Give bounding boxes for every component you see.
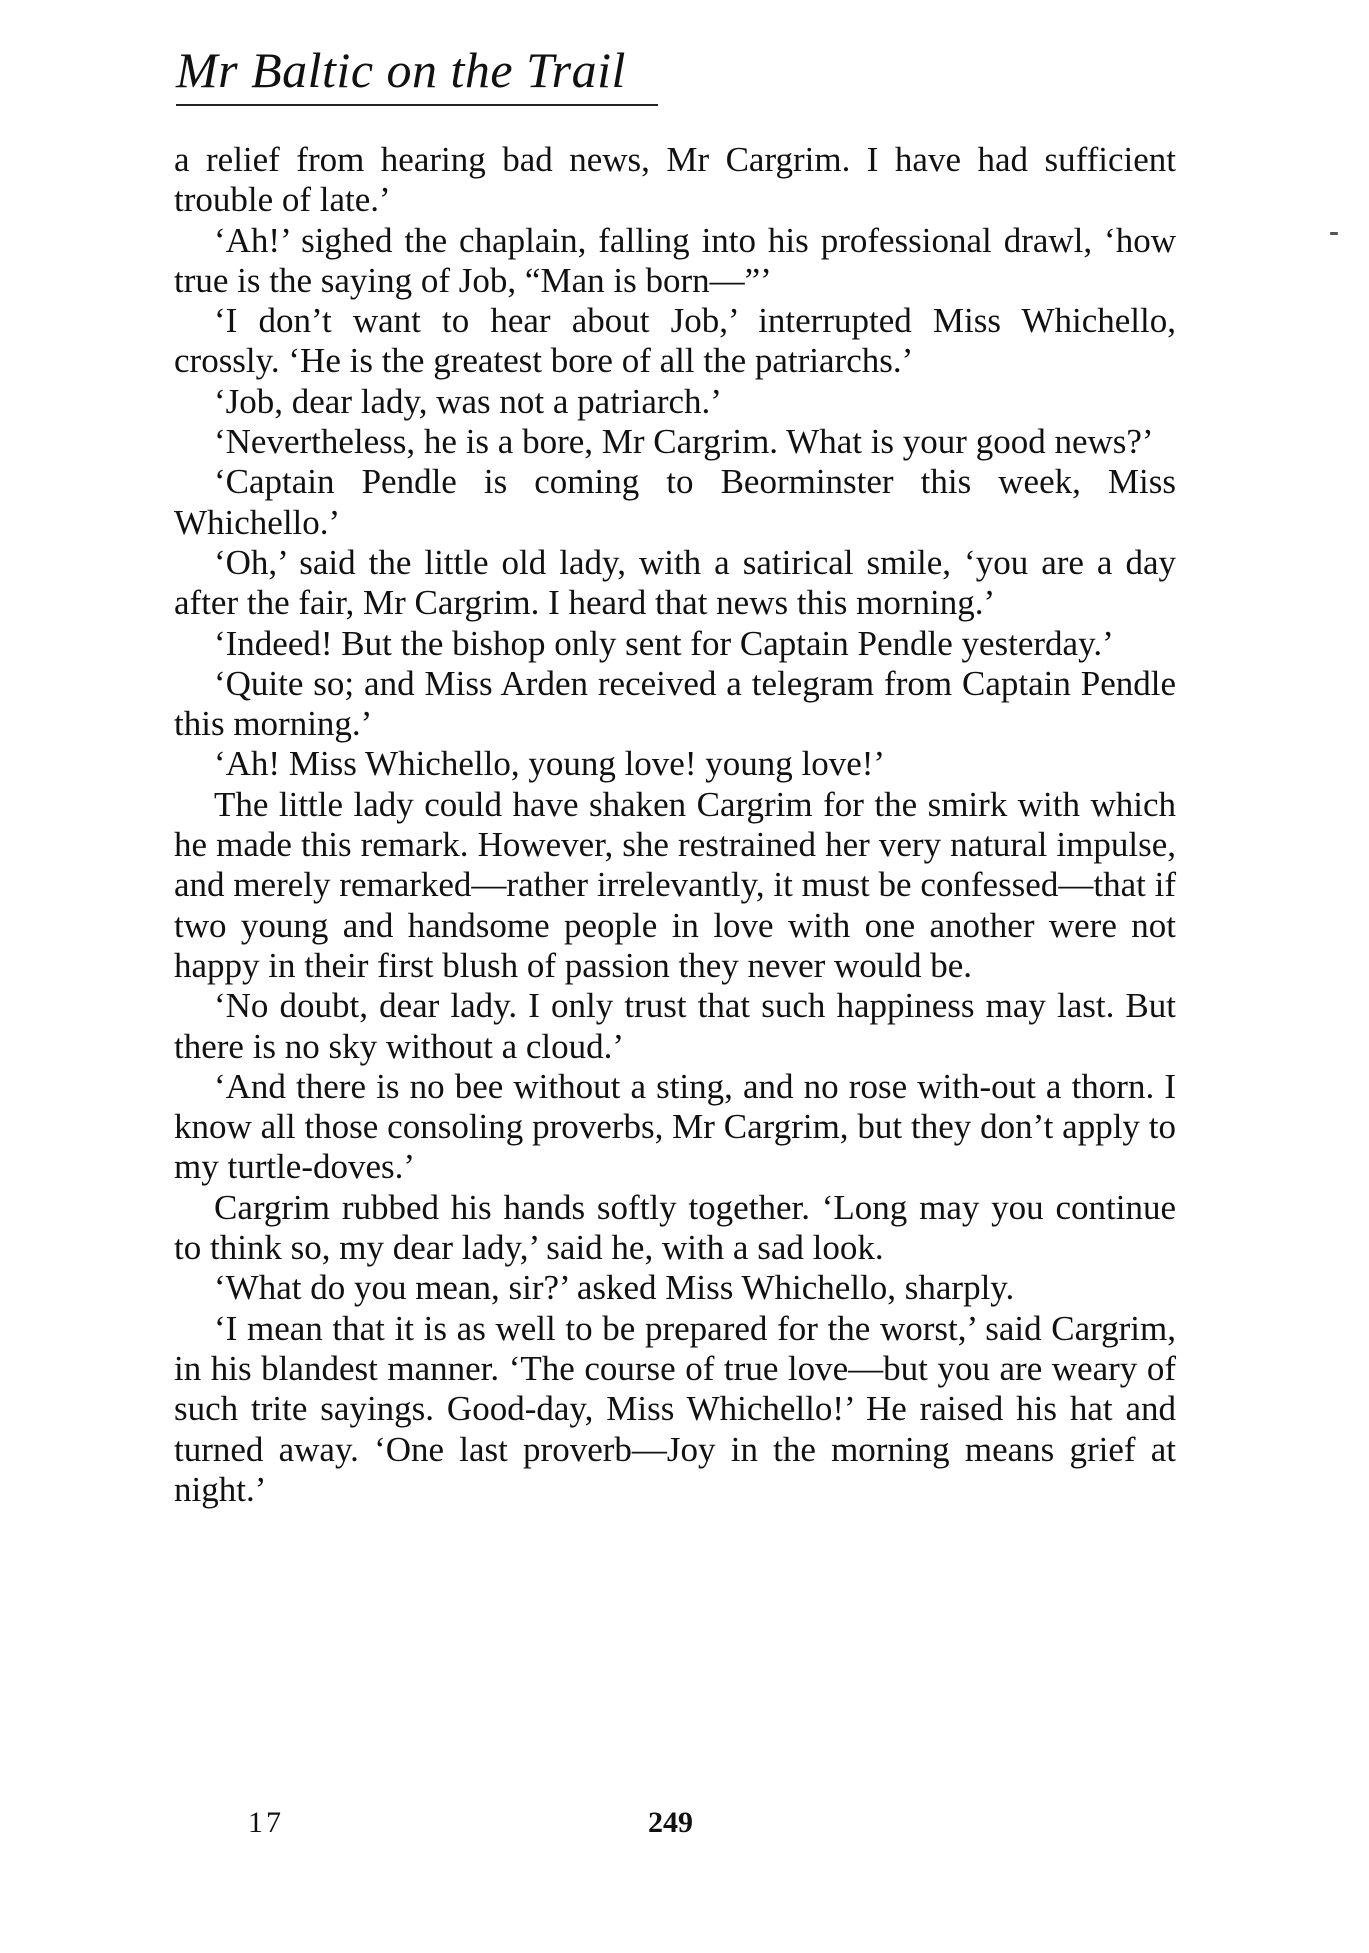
paragraph: ‘Indeed! But the bishop only sent for Captain Pendle yesterday.’ [214, 623, 1114, 663]
paragraph: ‘No doubt, dear lady. I only trust that such happiness may last. But there is no sky without a cloud.’ [174, 986, 1176, 1066]
paragraph: ‘Nevertheless, he is a bore, Mr Cargrim. What is your good news?’ [214, 422, 1154, 462]
signature-mark: 17 [248, 1806, 284, 1839]
paragraph: ‘Oh,’ said the little old lady, with a satirical smile, ‘you are a day after the fair, Mr Cargrim. I heard that news this morning.’ [174, 542, 1176, 623]
running-head: Mr Baltic on the Trail [176, 42, 626, 98]
print-speck [1330, 232, 1338, 235]
header-rule [176, 104, 658, 106]
paragraph: ‘Captain Pendle is coming to Beorminster this week, Miss Whichello.’ [174, 462, 1176, 542]
paragraph: a relief from hearing bad news, Mr Cargrim. I have had sufficient trouble of late.’ [174, 140, 1176, 220]
paragraph: ‘I mean that it is as well to be prepared for the worst,’ said Cargrim, in his blandest manner. ‘The course of true love—but you are weary of such trite sayings. Good-day, Miss Whichello!’ He raised his hat and turned away. ‘One last proverb—Joy in the morning means grief at night.’ [174, 1308, 1176, 1509]
paragraph: ‘Ah!’ sighed the chaplain, falling into his professional drawl, ‘how true is the saying of Job, “Man is born—”’ [174, 220, 1176, 300]
paragraph: ‘Ah! Miss Whichello, young love! young love!’ [214, 744, 886, 784]
paragraph: ‘What do you mean, sir?’ asked Miss Whichello, sharply. [214, 1268, 1015, 1308]
text-body [174, 140, 1176, 1510]
paragraph: Cargrim rubbed his hands softly together. ‘Long may you continue to think so, my dear lady,’ said he, with a sad look. [174, 1187, 1176, 1268]
paragraph: The little lady could have shaken Cargrim for the smirk with which he made this remark. However, she restrained her very natural impulse, and merely remarked—rather irrelevantly, it must be confessed—that if two young and handsome people in love with one another were not happy in their first blush of passion they never would be. [174, 784, 1176, 985]
paragraph: ‘I don’t want to hear about Job,’ interrupted Miss Whichello, crossly. ‘He is the greatest bore of all the patriarchs.’ [174, 301, 1176, 381]
paragraph: ‘Job, dear lady, was not a patriarch.’ [214, 381, 722, 421]
paragraph: ‘Quite so; and Miss Arden received a telegram from Captain Pendle this morning.’ [174, 663, 1176, 744]
paragraph: ‘And there is no bee without a sting, and no rose with-out a thorn. I know all those consoling proverbs, Mr Cargrim, but they don’t apply to my turtle-doves.’ [174, 1066, 1176, 1187]
page-number: 249 [648, 1806, 693, 1839]
